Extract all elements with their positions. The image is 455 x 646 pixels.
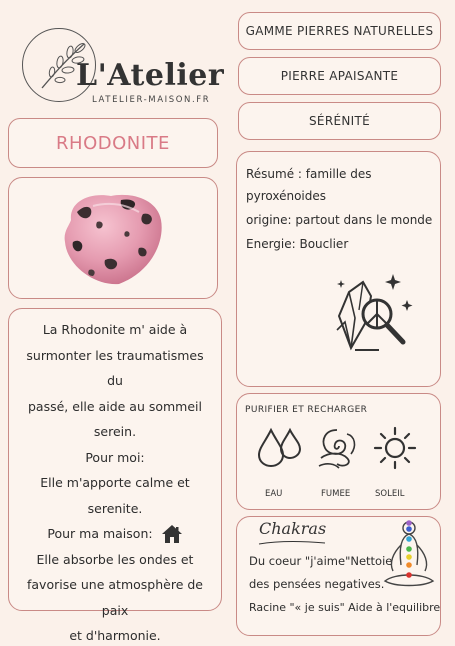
description-line: serein.	[93, 424, 137, 439]
summary-family-line1: Résumé : famille des	[246, 167, 372, 181]
stone-image-card	[8, 177, 218, 299]
description-line: passé, elle aide au sommeil	[28, 398, 202, 414]
description-line: surmonter les traumatismes du	[26, 347, 204, 388]
brand-logo	[20, 28, 225, 112]
house-icon	[161, 524, 183, 544]
stone-name-card	[8, 118, 218, 168]
quality-tag-label: SÉRÉNITÉ	[309, 114, 370, 128]
quality-tag	[238, 102, 441, 140]
brand-website: LATELIER-MAISON.FR	[92, 95, 211, 105]
range-tag	[238, 12, 441, 50]
purify-method-sun: SOLEIL	[375, 489, 405, 499]
water-drops-icon	[257, 426, 303, 468]
summary-family-line2: pyroxénoides	[246, 189, 327, 203]
summary-origin: origine: partout dans le monde	[246, 213, 433, 227]
description-line: Elle m'apporte calme et serenite.	[40, 475, 190, 516]
description-line: favorise une atmosphère de paix	[26, 577, 203, 618]
purify-card	[236, 393, 441, 510]
sun-icon	[373, 426, 417, 470]
brand-name: L'Atelier	[76, 58, 225, 93]
chakras-title-underline	[257, 540, 327, 546]
summary-card	[236, 151, 441, 387]
type-tag	[238, 57, 441, 95]
purify-title: PURIFIER ET RECHARGER	[245, 405, 368, 415]
chakras-line: Du coeur "j'aime"Nettoie	[249, 554, 393, 568]
chakras-card	[236, 516, 441, 636]
description-line: Pour ma maison:	[47, 526, 153, 541]
rhodonite-stone-image	[59, 190, 169, 288]
type-tag-label: PIERRE APAISANTE	[280, 69, 399, 83]
purify-method-water: EAU	[265, 489, 283, 499]
chakras-line: Racine "« je suis" Aide à l'equilibre	[249, 601, 441, 614]
chakras-line: des pensées negatives.	[249, 577, 385, 591]
range-tag-label: GAMME PIERRES NATURELLES	[245, 24, 434, 38]
stone-name: RHODONITE	[56, 132, 170, 154]
description-line: La Rhodonite m' aide à	[42, 322, 188, 337]
summary-energy: Energie: Bouclier	[246, 237, 349, 251]
crystal-peace-icon	[333, 270, 417, 356]
chakras-title: Chakras	[259, 519, 327, 538]
description-card	[8, 308, 222, 643]
description-line: et d'harmonie.	[69, 628, 161, 643]
description-maison-row	[17, 521, 213, 547]
meditation-chakra-icon	[379, 519, 439, 597]
description-line: Elle absorbe les ondes et	[36, 551, 194, 567]
smoke-icon	[317, 426, 359, 470]
purify-method-smoke: FUMEE	[321, 489, 351, 499]
description-line: Pour moi:	[85, 449, 145, 465]
